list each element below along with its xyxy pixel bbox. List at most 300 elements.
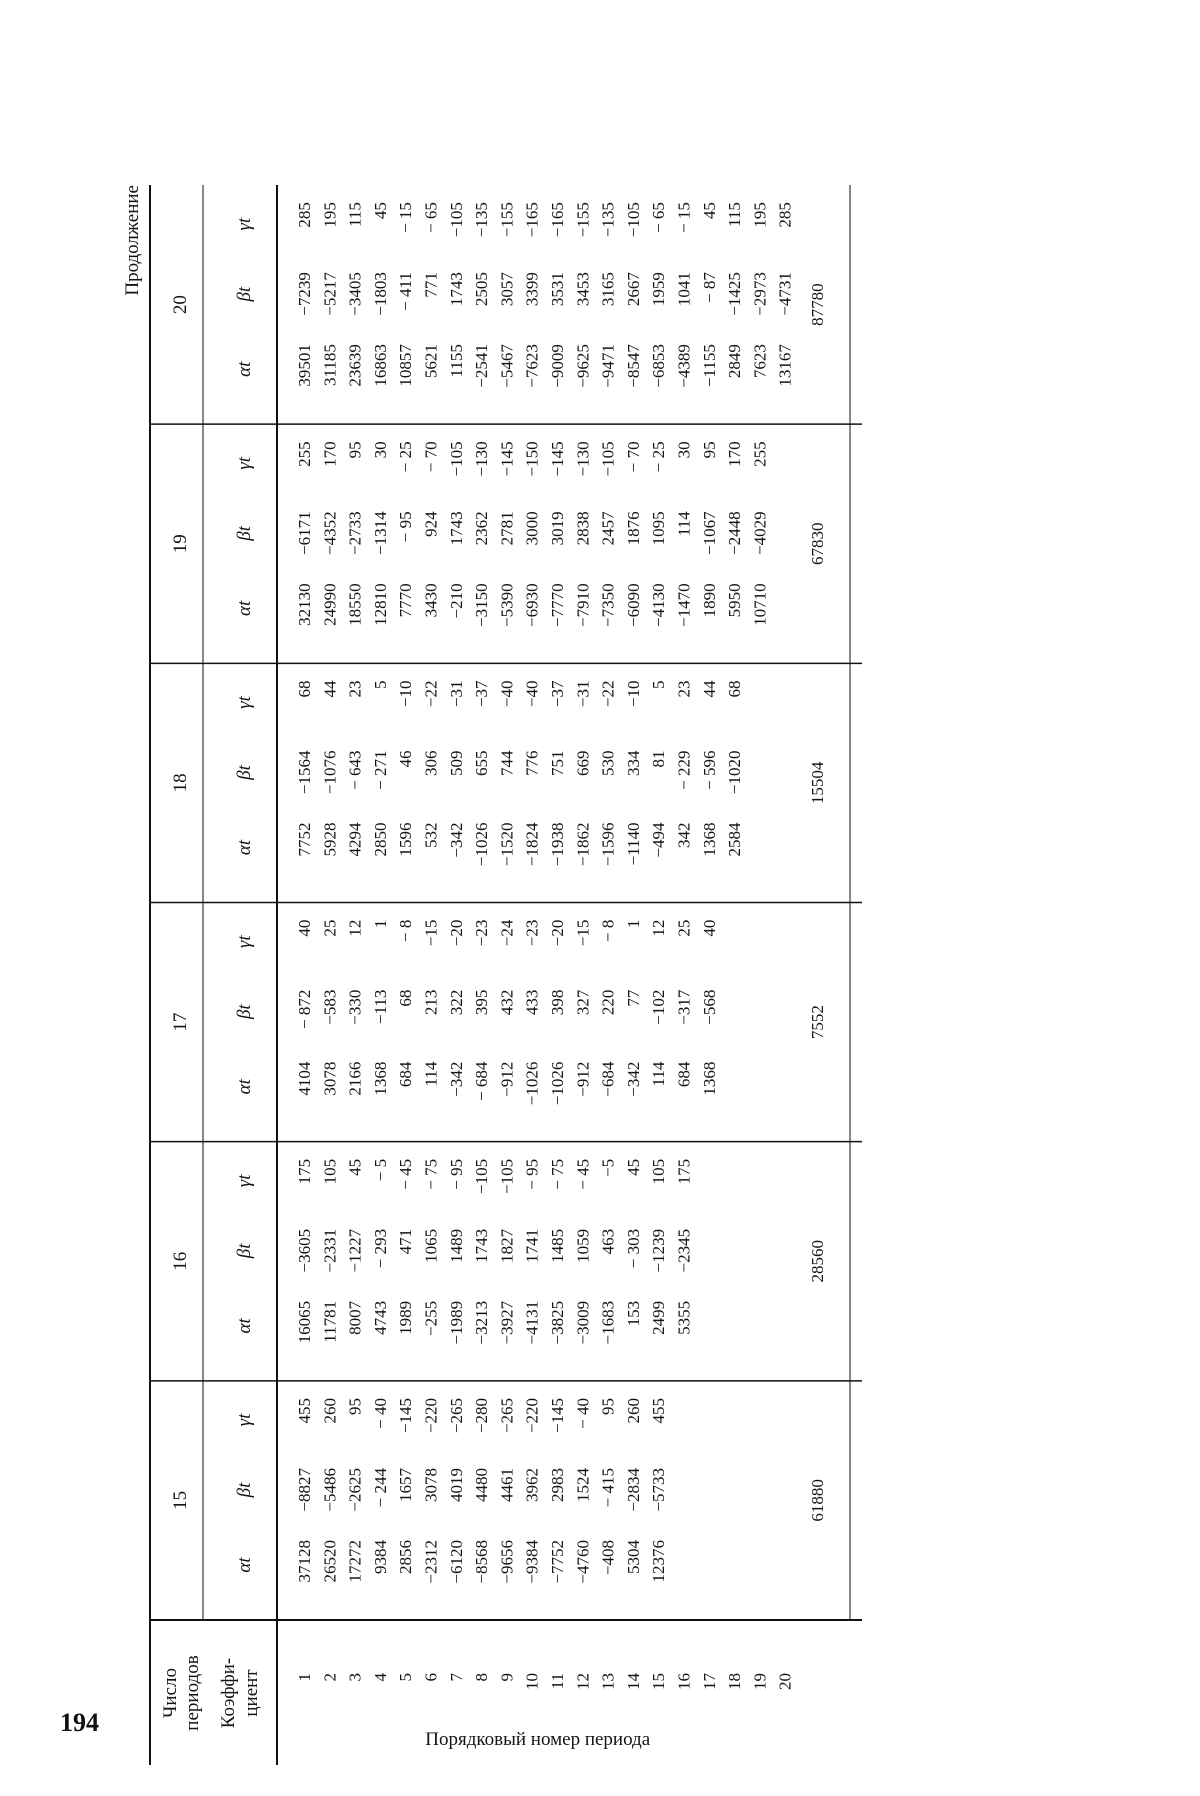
alpha-value: −1520	[497, 822, 517, 867]
alpha-value: −684	[598, 1061, 618, 1097]
alpha-value: −9009	[548, 344, 567, 388]
beta-value: 3531	[548, 272, 567, 307]
gamma-value: 44	[699, 680, 719, 698]
beta-value: − 229	[674, 750, 694, 790]
alpha-value: −7350	[598, 583, 618, 627]
group-sum: 28560	[808, 1240, 827, 1283]
beta-value: 395	[472, 989, 492, 1016]
alpha-value: −1026	[472, 822, 492, 867]
gamma-value: − 45	[573, 1158, 593, 1190]
alpha-value: 1368	[370, 1061, 390, 1096]
beta-value: 77	[623, 989, 643, 1007]
beta-value: 2781	[497, 511, 517, 546]
gamma-value: − 25	[649, 441, 669, 473]
gamma-value: −145	[548, 441, 567, 477]
beta-value: −2733	[345, 511, 365, 555]
gamma-value: 30	[674, 441, 694, 459]
gamma-value: 5	[649, 680, 669, 689]
alpha-value: 114	[421, 1061, 441, 1087]
group-sum: 7552	[808, 1005, 827, 1040]
gamma-value: −220	[522, 1398, 542, 1434]
beta-value: 1743	[446, 511, 466, 546]
beta-value: 46	[396, 750, 416, 768]
beta-value: 1065	[421, 1228, 441, 1263]
gamma-value: 285	[295, 202, 314, 228]
alpha-value: 39501	[295, 344, 314, 387]
alpha-value: −8568	[472, 1540, 492, 1584]
gamma-value: 285	[775, 202, 795, 228]
gamma-value: −23	[522, 919, 542, 947]
gamma-value: −37	[548, 680, 567, 708]
alpha-value: 2849	[725, 344, 745, 379]
row-number: 8	[472, 1673, 492, 1682]
gamma-value: − 65	[649, 202, 669, 234]
alpha-value: 13167	[775, 344, 795, 387]
coef-symbol: γt	[234, 1174, 255, 1188]
beta-value: −4731	[775, 272, 795, 316]
alpha-value: −4760	[573, 1540, 593, 1584]
beta-value: −2625	[345, 1468, 365, 1512]
gamma-value: 175	[674, 1158, 694, 1185]
gamma-value: −37	[472, 680, 492, 708]
gamma-value: −105	[497, 1158, 517, 1194]
alpha-value: −1140	[623, 822, 643, 866]
beta-value: −5733	[649, 1468, 669, 1512]
beta-value: 4461	[497, 1468, 517, 1502]
beta-value: 1657	[396, 1468, 416, 1502]
gamma-value: 255	[750, 441, 770, 467]
beta-value: 1524	[573, 1468, 593, 1502]
beta-value: 3078	[421, 1468, 441, 1502]
gamma-value: −40	[497, 680, 517, 708]
alpha-value: 153	[623, 1300, 643, 1327]
alpha-value: 5928	[320, 822, 340, 857]
alpha-value: 3430	[421, 583, 441, 618]
alpha-value: 684	[674, 1061, 694, 1088]
gamma-value: 255	[295, 441, 314, 467]
gamma-value: − 75	[421, 1158, 441, 1190]
alpha-value: 2499	[649, 1300, 669, 1335]
beta-value: −5217	[320, 272, 340, 316]
beta-value: −1425	[725, 272, 745, 316]
row-number: 14	[623, 1673, 643, 1690]
alpha-value: 37128	[295, 1540, 314, 1583]
alpha-value: −1824	[522, 822, 542, 867]
coef-symbol: αt	[234, 1318, 255, 1334]
alpha-value: 12376	[649, 1540, 669, 1583]
gamma-value: 40	[295, 919, 314, 937]
alpha-value: 1890	[699, 583, 719, 618]
beta-value: − 411	[396, 272, 416, 311]
gamma-value: − 15	[396, 202, 416, 234]
alpha-value: 5950	[725, 583, 745, 618]
beta-value: 1095	[649, 511, 669, 546]
beta-value: −1076	[320, 750, 340, 795]
gamma-value: − 75	[548, 1158, 567, 1190]
beta-value: −2834	[623, 1468, 643, 1512]
beta-value: 3453	[573, 272, 593, 307]
beta-value: 1876	[623, 511, 643, 546]
beta-value: −8827	[295, 1468, 314, 1512]
alpha-value: 18550	[345, 583, 365, 626]
gamma-value: 115	[345, 202, 365, 228]
group-period-count: 18	[170, 773, 191, 793]
alpha-value: 7770	[396, 583, 416, 618]
gamma-value: − 8	[396, 919, 416, 943]
coef-symbol: γt	[234, 456, 255, 470]
beta-value: 1743	[446, 272, 466, 307]
gamma-value: 5	[370, 680, 390, 689]
alpha-value: −4131	[522, 1300, 542, 1345]
alpha-value: 1368	[699, 1061, 719, 1096]
gamma-value: −40	[522, 680, 542, 708]
beta-value: 1041	[674, 272, 694, 307]
beta-value: 1827	[497, 1228, 517, 1263]
coef-symbol: βt	[234, 1243, 255, 1259]
coef-symbol: γt	[234, 935, 255, 949]
alpha-value: 342	[674, 822, 694, 848]
beta-value: −7239	[295, 272, 314, 316]
beta-value: 3399	[522, 272, 542, 307]
group-period-count: 17	[170, 1012, 191, 1032]
alpha-value: −6930	[522, 583, 542, 627]
gamma-value: 105	[320, 1158, 340, 1185]
gamma-value: 12	[649, 919, 669, 937]
gamma-value: − 45	[396, 1158, 416, 1190]
table-rules	[150, 185, 862, 1765]
alpha-value: 24990	[320, 583, 340, 626]
alpha-value: 17272	[345, 1540, 365, 1583]
gamma-value: 68	[295, 680, 314, 698]
gamma-value: − 95	[446, 1158, 466, 1190]
gamma-value: −145	[497, 441, 517, 477]
beta-value: −2331	[320, 1228, 340, 1273]
alpha-value: −8547	[623, 344, 643, 388]
beta-value: −113	[370, 989, 390, 1025]
coef-symbol: γt	[234, 1413, 255, 1427]
beta-value: 4019	[446, 1468, 466, 1502]
gamma-value: 260	[623, 1398, 643, 1424]
alpha-value: −1938	[548, 822, 567, 867]
gamma-value: −22	[421, 680, 441, 708]
gamma-value: −20	[548, 919, 567, 947]
gamma-value: −105	[446, 202, 466, 238]
beta-value: 334	[623, 750, 643, 776]
alpha-value: 684	[396, 1061, 416, 1088]
beta-value: 398	[548, 989, 567, 1016]
group-period-count: 15	[170, 1490, 191, 1510]
gamma-value: −145	[396, 1398, 416, 1434]
alpha-value: −6090	[623, 583, 643, 627]
beta-value: 4480	[472, 1468, 492, 1502]
alpha-value: 2850	[370, 822, 390, 857]
gamma-value: −105	[446, 441, 466, 477]
alpha-value: −255	[421, 1300, 441, 1336]
coef-symbol: αt	[234, 1557, 255, 1573]
alpha-value: 32130	[295, 583, 314, 626]
beta-value: −1239	[649, 1228, 669, 1273]
beta-value: 213	[421, 989, 441, 1016]
gamma-value: − 15	[674, 202, 694, 234]
beta-value: 669	[573, 750, 593, 776]
beta-value: 776	[522, 750, 542, 776]
beta-value: 2667	[623, 272, 643, 307]
gamma-value: −265	[446, 1398, 466, 1434]
beta-value: 306	[421, 750, 441, 776]
gamma-value: 25	[674, 919, 694, 937]
beta-value: 463	[598, 1228, 618, 1255]
alpha-value: 10857	[396, 344, 416, 387]
beta-value: − 643	[345, 750, 365, 790]
gamma-value: −31	[573, 680, 593, 708]
gamma-value: 40	[699, 919, 719, 937]
beta-value: −317	[674, 989, 694, 1025]
gamma-value: 95	[345, 441, 365, 459]
beta-value: 2457	[598, 511, 618, 546]
beta-value: 3165	[598, 272, 618, 307]
alpha-value: 1989	[396, 1300, 416, 1335]
beta-value: 3000	[522, 511, 542, 546]
row-number: 5	[396, 1673, 416, 1682]
alpha-value: 114	[649, 1061, 669, 1087]
alpha-value: 1596	[396, 822, 416, 857]
alpha-value: −1989	[446, 1300, 466, 1345]
alpha-value: −4389	[674, 344, 694, 388]
gamma-value: − 95	[522, 1158, 542, 1190]
beta-value: −2448	[725, 511, 745, 555]
coef-symbol: βt	[234, 1482, 255, 1498]
beta-value: 3019	[548, 511, 567, 546]
header-coefficient: Коэффи-	[218, 1657, 239, 1729]
gamma-value: 95	[699, 441, 719, 459]
alpha-value: −3009	[573, 1300, 593, 1345]
gamma-value: −105	[623, 202, 643, 238]
gamma-value: 195	[320, 202, 340, 228]
beta-value: 114	[674, 511, 694, 537]
alpha-value: −5390	[497, 583, 517, 627]
alpha-value: 5304	[623, 1540, 643, 1574]
alpha-value: −1862	[573, 822, 593, 867]
beta-value: − 95	[396, 511, 416, 543]
row-number: 16	[674, 1673, 694, 1690]
coef-symbol: αt	[234, 1079, 255, 1095]
beta-value: 1741	[522, 1228, 542, 1263]
alpha-value: 1155	[446, 344, 466, 378]
header-number-of-periods-line2: периодов	[182, 1655, 203, 1731]
alpha-value: −912	[497, 1061, 517, 1097]
beta-value: 2983	[548, 1468, 567, 1502]
beta-value: −4352	[320, 511, 340, 555]
row-number: 12	[573, 1673, 593, 1690]
row-number: 18	[725, 1673, 745, 1690]
alpha-value: −7752	[548, 1540, 567, 1584]
beta-value: − 244	[370, 1468, 390, 1508]
beta-value: 81	[649, 750, 669, 768]
row-number: 6	[421, 1673, 441, 1682]
beta-value: −1227	[345, 1228, 365, 1273]
alpha-value: 16863	[370, 344, 390, 387]
alpha-value: −912	[573, 1061, 593, 1097]
coef-symbol: αt	[234, 600, 255, 616]
gamma-value: 45	[699, 202, 719, 220]
beta-value: 1489	[446, 1228, 466, 1263]
alpha-value: −9384	[522, 1540, 542, 1584]
alpha-value: 2166	[345, 1061, 365, 1096]
alpha-value: 4104	[295, 1061, 314, 1096]
alpha-value: −210	[446, 583, 466, 619]
beta-value: −1020	[725, 750, 745, 795]
beta-value: 327	[573, 989, 593, 1016]
beta-value: 3057	[497, 272, 517, 307]
gamma-value: −280	[472, 1398, 492, 1434]
group-period-count: 16	[170, 1251, 191, 1271]
row-number: 4	[370, 1673, 390, 1682]
gamma-value: 170	[320, 441, 340, 467]
beta-value: 771	[421, 272, 441, 298]
alpha-value: −1596	[598, 822, 618, 867]
beta-value: 751	[548, 750, 567, 776]
beta-value: 1059	[573, 1228, 593, 1263]
beta-value: 433	[522, 989, 542, 1016]
gamma-value: −130	[472, 441, 492, 477]
gamma-value: 12	[345, 919, 365, 937]
alpha-value: 5621	[421, 344, 441, 379]
gamma-value: 1	[623, 919, 643, 929]
row-number: 10	[522, 1673, 542, 1690]
coef-symbol: γt	[234, 217, 255, 231]
group-sum: 67830	[808, 522, 827, 565]
alpha-value: −7770	[548, 583, 567, 627]
alpha-value: −1470	[674, 583, 694, 627]
gamma-value: 45	[345, 1158, 365, 1176]
row-number: 9	[497, 1673, 517, 1682]
beta-value: −3405	[345, 272, 365, 316]
gamma-value: − 70	[623, 441, 643, 473]
beta-value: −1067	[699, 511, 719, 555]
gamma-value: −105	[472, 1158, 492, 1194]
alpha-value: −342	[623, 1061, 643, 1097]
beta-value: −583	[320, 989, 340, 1025]
beta-value: 220	[598, 989, 618, 1016]
gamma-value: 44	[320, 680, 340, 698]
beta-value: −5486	[320, 1468, 340, 1512]
beta-value: 744	[497, 750, 517, 776]
alpha-value: 1368	[699, 822, 719, 857]
header-number-of-periods: Число	[160, 1668, 181, 1718]
gamma-value: −155	[573, 202, 593, 238]
row-number: 17	[699, 1673, 719, 1690]
alpha-value: 16065	[295, 1300, 314, 1344]
row-number: 19	[750, 1673, 770, 1690]
gamma-value: − 8	[598, 919, 618, 943]
beta-value: − 271	[370, 750, 390, 790]
beta-value: − 415	[598, 1468, 618, 1508]
alpha-value: −342	[446, 822, 466, 858]
coef-symbol: βt	[234, 286, 255, 302]
alpha-value: − 684	[472, 1061, 492, 1102]
beta-value: 530	[598, 750, 618, 776]
beta-value: 2505	[472, 272, 492, 307]
coef-symbol: βt	[234, 525, 255, 541]
alpha-value: −7910	[573, 583, 593, 627]
alpha-value: 4294	[345, 822, 365, 857]
coef-symbol: βt	[234, 1004, 255, 1020]
gamma-value: −220	[421, 1398, 441, 1434]
alpha-value: 2584	[725, 822, 745, 857]
beta-value: 3962	[522, 1468, 542, 1502]
alpha-value: −494	[649, 822, 669, 858]
gamma-value: −5	[598, 1158, 618, 1177]
gamma-value: −130	[573, 441, 593, 477]
alpha-value: 7752	[295, 822, 314, 857]
gamma-value: 45	[370, 202, 390, 220]
alpha-value: 532	[421, 822, 441, 848]
alpha-value: −3927	[497, 1300, 517, 1345]
gamma-value: −10	[396, 680, 416, 708]
gamma-value: −24	[497, 919, 517, 947]
alpha-value: 2856	[396, 1540, 416, 1574]
alpha-value: 10710	[750, 583, 770, 626]
beta-value: − 303	[623, 1228, 643, 1269]
beta-value: 68	[396, 989, 416, 1007]
alpha-value: −408	[598, 1540, 618, 1576]
alpha-value: −7623	[522, 344, 542, 388]
row-number: 3	[345, 1673, 365, 1682]
alpha-value: −5467	[497, 344, 517, 388]
alpha-value: −9625	[573, 344, 593, 388]
gamma-value: 95	[598, 1398, 618, 1415]
alpha-value: −3213	[472, 1300, 492, 1345]
coef-symbol: αt	[234, 361, 255, 377]
gamma-value: 30	[370, 441, 390, 459]
beta-value: −102	[649, 989, 669, 1025]
beta-value: −6171	[295, 511, 314, 555]
alpha-value: 31185	[320, 344, 340, 387]
gamma-value: −15	[573, 919, 593, 947]
gamma-value: −22	[598, 680, 618, 708]
gamma-value: 68	[725, 680, 745, 698]
beta-value: 509	[446, 750, 466, 776]
alpha-value: −2312	[421, 1540, 441, 1584]
gamma-value: 195	[750, 202, 770, 228]
alpha-value: −3150	[472, 583, 492, 627]
beta-value: 924	[421, 511, 441, 537]
gamma-value: −23	[472, 919, 492, 947]
gamma-value: −165	[548, 202, 567, 238]
beta-value: 1743	[472, 1228, 492, 1263]
alpha-value: 8007	[345, 1300, 365, 1335]
alpha-value: −3825	[548, 1300, 567, 1345]
gamma-value: −31	[446, 680, 466, 708]
alpha-value: −1026	[548, 1061, 567, 1106]
alpha-value: −6120	[446, 1540, 466, 1584]
alpha-value: −1026	[522, 1061, 542, 1106]
gamma-value: − 70	[421, 441, 441, 473]
gamma-value: 115	[725, 202, 745, 228]
group-sum: 61880	[808, 1479, 827, 1522]
gamma-value: −10	[623, 680, 643, 708]
group-sum: 87780	[808, 283, 827, 326]
gamma-value: −15	[421, 919, 441, 947]
beta-value: −2345	[674, 1228, 694, 1273]
gamma-value: −145	[548, 1398, 567, 1434]
continuation-label: Продолжение	[122, 185, 143, 296]
coef-symbol: αt	[234, 839, 255, 856]
gamma-value: 170	[725, 441, 745, 467]
alpha-value: 9384	[370, 1540, 390, 1574]
alpha-value: −1683	[598, 1300, 618, 1345]
alpha-value: −342	[446, 1061, 466, 1097]
